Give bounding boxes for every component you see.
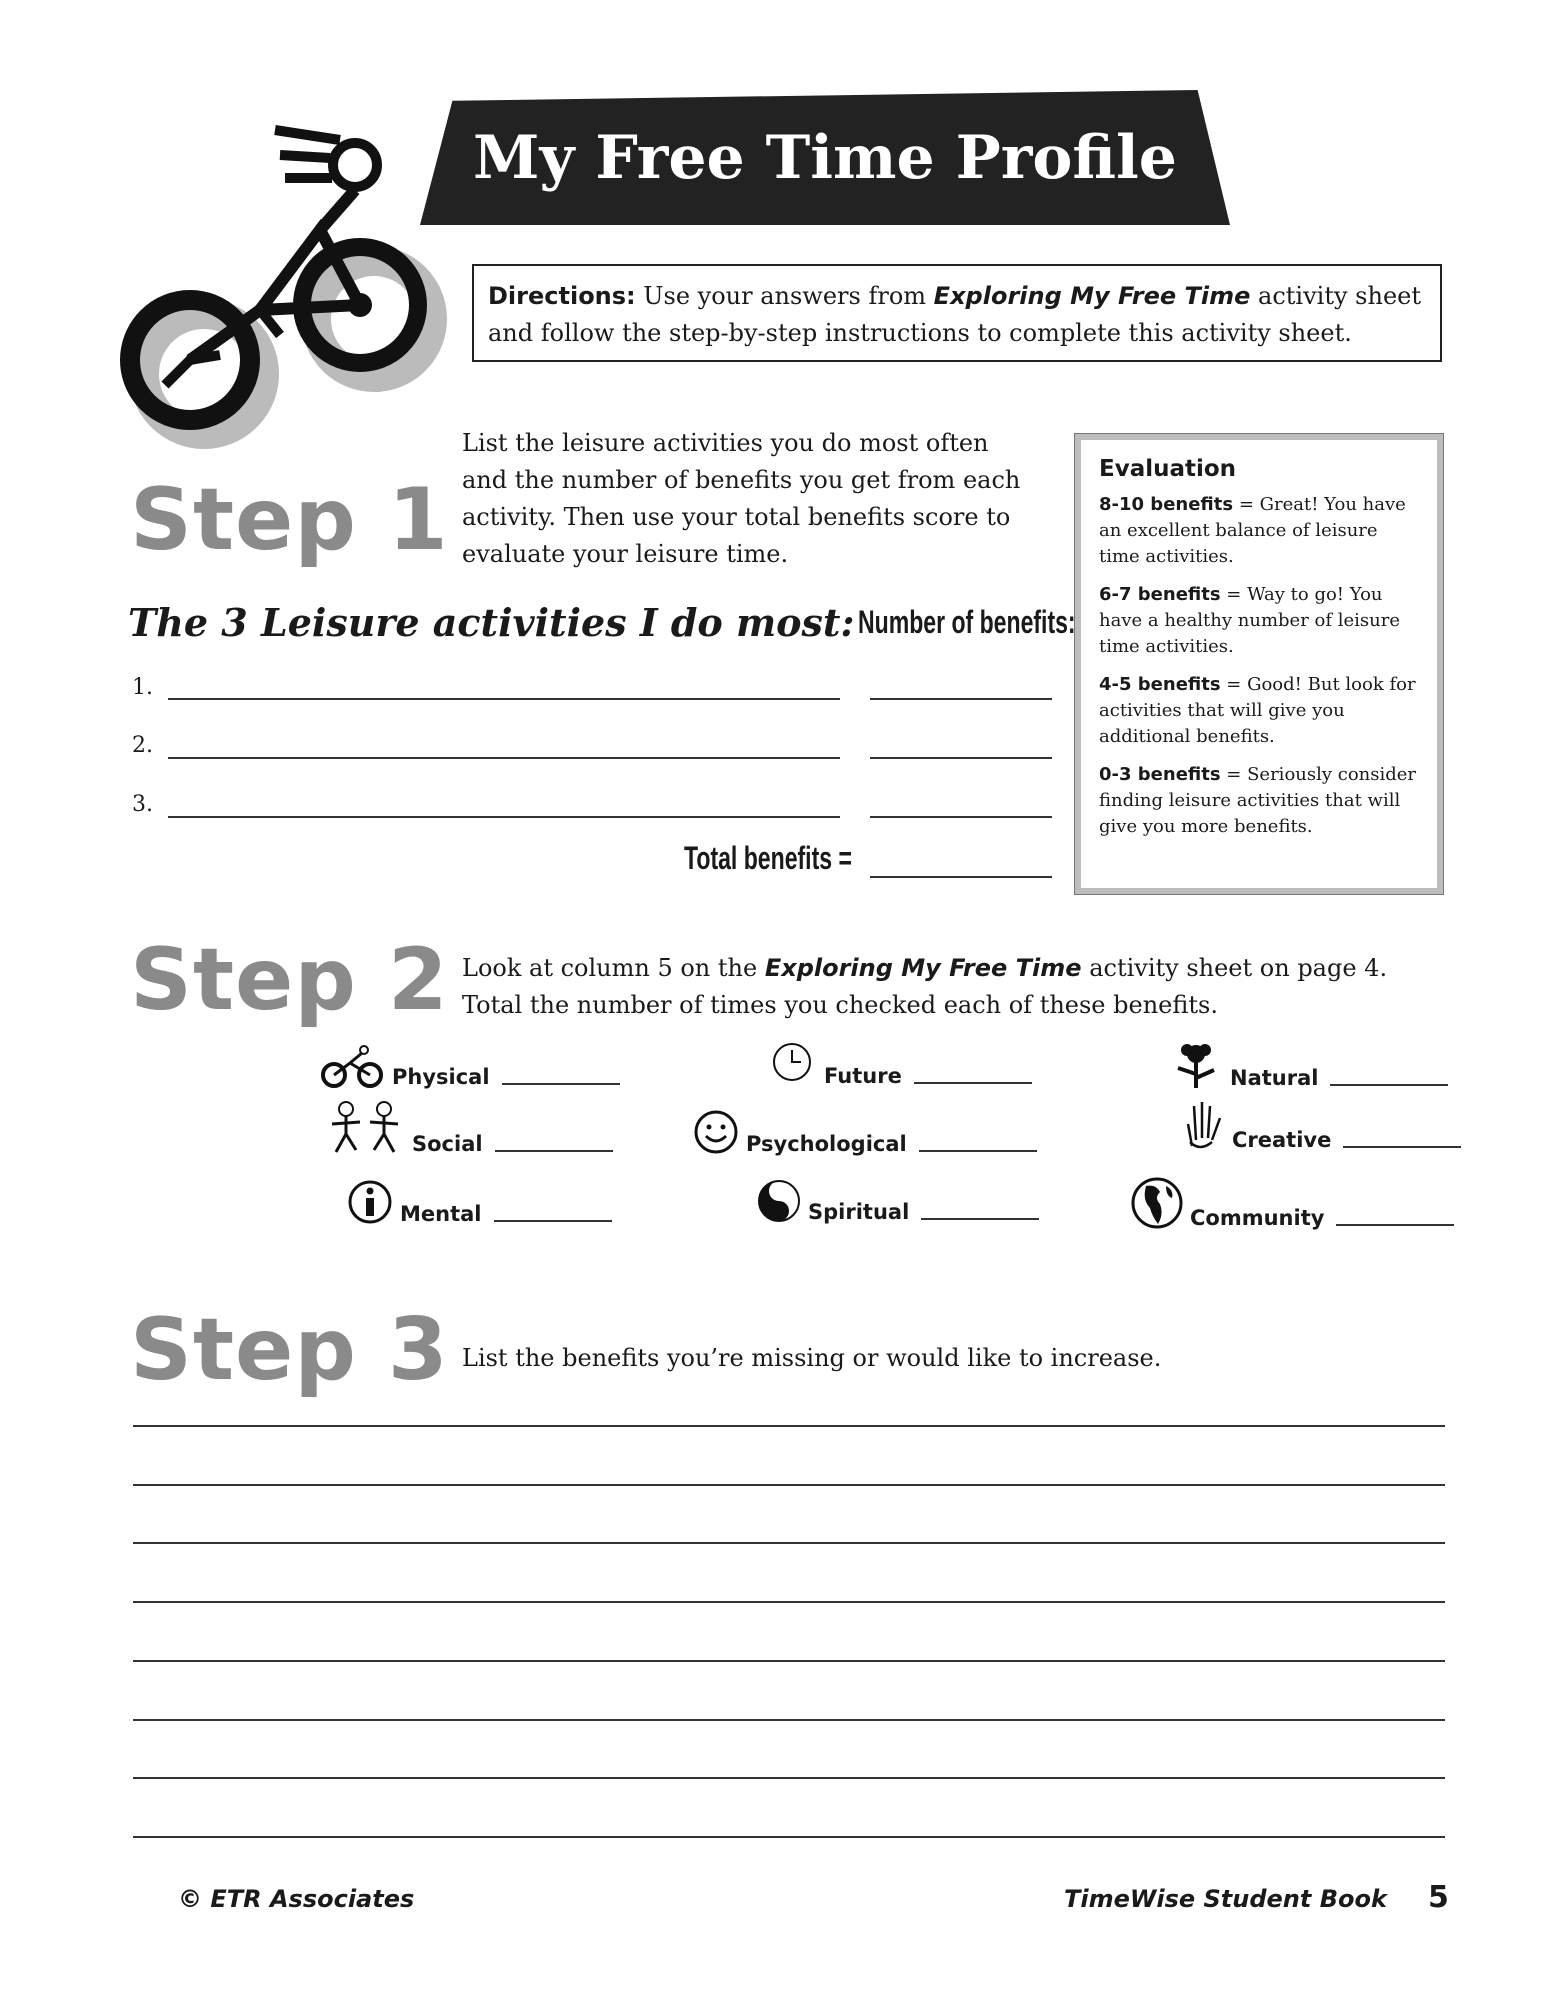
clock-icon: [770, 1040, 818, 1088]
activity-2-line[interactable]: [168, 757, 840, 759]
benefit-future: Future: [770, 1040, 1032, 1088]
smiley-icon: [692, 1108, 740, 1156]
step2-sheet-name: Exploring My Free Time: [764, 954, 1082, 982]
benefits-3-line[interactable]: [870, 816, 1052, 818]
step3-writing-line[interactable]: [133, 1425, 1445, 1427]
community-answer-line[interactable]: [1336, 1224, 1454, 1226]
people-icon: [326, 1100, 406, 1156]
psychological-answer-line[interactable]: [919, 1150, 1037, 1152]
step2-heading: Step 2: [130, 930, 449, 1030]
activities-heading: The 3 Leisure activities I do most:: [128, 600, 855, 645]
evaluation-title: Evaluation: [1099, 456, 1237, 482]
benefits-2-line[interactable]: [870, 757, 1052, 759]
page-number: 5: [1428, 1880, 1449, 1915]
benefits-1-line[interactable]: [870, 698, 1052, 700]
benefit-spiritual: Spiritual: [756, 1178, 1039, 1224]
benefit-psychological: Psychological: [692, 1108, 1037, 1156]
spiritual-answer-line[interactable]: [921, 1218, 1039, 1220]
step3-writing-line[interactable]: [133, 1484, 1445, 1486]
step1-heading: Step 1: [130, 470, 449, 570]
page-title: My Free Time Profile: [473, 122, 1177, 193]
benefit-creative: Creative: [1180, 1100, 1461, 1152]
activity-row-number: 2.: [132, 733, 153, 758]
activity-1-line[interactable]: [168, 698, 840, 700]
benefit-mental: Mental: [346, 1178, 612, 1226]
evaluation-item: 0-3 benefits = Seriously consider finding leisure activities that will give you more benefits.: [1099, 764, 1417, 837]
flower-icon: [1168, 1040, 1224, 1090]
activity-row-number: 1.: [132, 675, 153, 700]
activity-row-number: 3.: [132, 792, 153, 817]
info-icon: [346, 1178, 394, 1226]
directions-text-after: activity sheet and follow the step-by-step instructions to complete this activity sheet.: [488, 282, 1421, 347]
hand-icon: [1180, 1100, 1226, 1152]
total-benefits-label: Total benefits =: [684, 840, 852, 876]
mental-answer-line[interactable]: [494, 1220, 612, 1222]
benefit-community: Community: [1130, 1176, 1454, 1230]
evaluation-box: [1074, 433, 1444, 895]
bicycle-icon: [320, 1045, 386, 1089]
step1-instructions: List the leisure activities you do most often and the number of benefits you get from each activity. Then use your total benefits score to evaluate your leisure time.: [462, 429, 1021, 568]
evaluation-item: 4-5 benefits = Good! But look for activities that will give you additional benefits.: [1099, 674, 1416, 747]
benefit-physical: Physical: [320, 1045, 620, 1089]
step3-writing-line[interactable]: [133, 1542, 1445, 1544]
benefit-social: Social: [326, 1100, 613, 1156]
directions-label: Directions:: [488, 282, 636, 310]
step3-heading: Step 3: [130, 1300, 449, 1400]
natural-answer-line[interactable]: [1330, 1084, 1448, 1086]
evaluation-item: 6-7 benefits = Way to go! You have a healthy number of leisure time activities.: [1099, 584, 1400, 657]
evaluation-item: 8-10 benefits = Great! You have an excellent balance of leisure time activities.: [1099, 494, 1406, 567]
benefit-natural: Natural: [1168, 1040, 1448, 1090]
creative-answer-line[interactable]: [1343, 1146, 1461, 1148]
yin-yang-icon: [756, 1178, 802, 1224]
directions-text-before: Use your answers from: [635, 282, 934, 310]
step3-instructions: List the benefits you’re missing or would like to increase.: [462, 1344, 1162, 1372]
activity-3-line[interactable]: [168, 816, 840, 818]
step2-instructions: Look at column 5 on the Exploring My Free Time activity sheet on page 4. Total the number of times you checked each of these benefits.: [462, 954, 1388, 1019]
benefits-count-heading: Number of benefits:: [858, 604, 1076, 640]
footer-book-title: TimeWise Student Book: [1064, 1885, 1387, 1913]
step3-writing-line[interactable]: [133, 1777, 1445, 1779]
step3-writing-line[interactable]: [133, 1601, 1445, 1603]
social-answer-line[interactable]: [495, 1150, 613, 1152]
step3-writing-line[interactable]: [133, 1719, 1445, 1721]
step3-writing-line[interactable]: [133, 1836, 1445, 1838]
directions-box: [472, 264, 1442, 362]
directions-sheet-name: Exploring My Free Time: [933, 282, 1251, 310]
total-benefits-line[interactable]: [870, 876, 1052, 878]
future-answer-line[interactable]: [914, 1082, 1032, 1084]
bicycle-rider-illustration: [110, 120, 450, 450]
step3-writing-line[interactable]: [133, 1660, 1445, 1662]
globe-icon: [1130, 1176, 1184, 1230]
physical-answer-line[interactable]: [502, 1083, 620, 1085]
footer-copyright: © ETR Associates: [178, 1885, 415, 1913]
